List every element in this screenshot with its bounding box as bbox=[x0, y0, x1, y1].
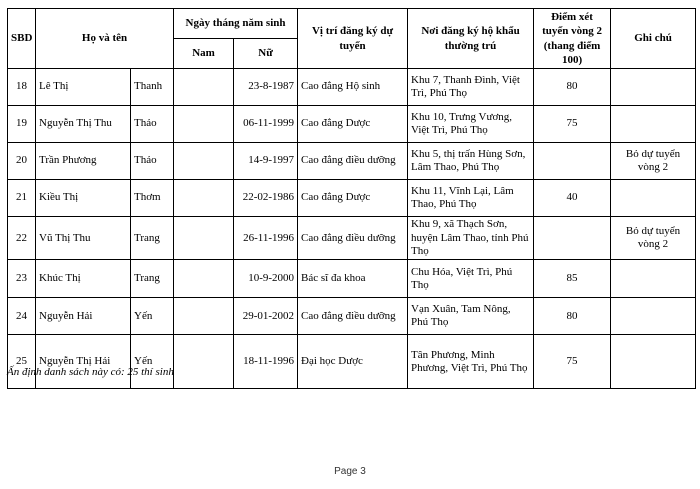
cell-given-name: Yến bbox=[131, 335, 174, 389]
cell-position: Cao đẳng Dược bbox=[298, 180, 408, 217]
list-summary-text: Ấn định danh sách này có: 25 thí sinh bbox=[7, 366, 174, 378]
cell-surname: Kiều Thị bbox=[36, 180, 131, 217]
cell-note bbox=[611, 298, 696, 335]
header-score: Điểm xét tuyển vòng 2 (thang điểm 100) bbox=[534, 9, 611, 69]
cell-surname: Khúc Thị bbox=[36, 260, 131, 298]
cell-sbd: 25 bbox=[8, 335, 36, 389]
cell-given-name: Yến bbox=[131, 298, 174, 335]
cell-sbd: 23 bbox=[8, 260, 36, 298]
cell-score: 80 bbox=[534, 298, 611, 335]
table-row bbox=[8, 106, 696, 143]
cell-note bbox=[611, 106, 696, 143]
header-date-of-birth: Ngày tháng năm sinh bbox=[174, 9, 298, 39]
cell-surname: Vũ Thị Thu bbox=[36, 217, 131, 260]
cell-score: 75 bbox=[534, 335, 611, 389]
cell-residence: Khu 10, Trưng Vương, Việt Trì, Phú Thọ bbox=[408, 106, 534, 143]
header-residence: Nơi đăng ký hộ khẩu thường trú bbox=[408, 9, 534, 69]
table-row bbox=[8, 298, 696, 335]
cell-score bbox=[534, 217, 611, 260]
cell-surname: Nguyễn Thị Hải bbox=[36, 335, 131, 389]
cell-residence: Vạn Xuân, Tam Nông, Phú Thọ bbox=[408, 298, 534, 335]
cell-position: Đại học Dược bbox=[298, 335, 408, 389]
cell-dob-male bbox=[174, 180, 234, 217]
cell-note: Bỏ dự tuyển vòng 2 bbox=[611, 217, 696, 260]
cell-dob-female: 14-9-1997 bbox=[234, 143, 298, 180]
candidate-table bbox=[7, 8, 696, 389]
cell-dob-male bbox=[174, 217, 234, 260]
header-dob-male: Nam bbox=[174, 39, 234, 69]
cell-score: 85 bbox=[534, 260, 611, 298]
cell-given-name: Thanh bbox=[131, 69, 174, 106]
page-number-label: Page 3 bbox=[334, 466, 366, 477]
cell-position: Cao đẳng Dược bbox=[298, 106, 408, 143]
cell-sbd: 22 bbox=[8, 217, 36, 260]
cell-position: Cao đẳng điều dưỡng bbox=[298, 217, 408, 260]
cell-position: Cao đẳng điều dưỡng bbox=[298, 143, 408, 180]
cell-dob-female: 06-11-1999 bbox=[234, 106, 298, 143]
cell-score: 75 bbox=[534, 106, 611, 143]
cell-given-name: Thơm bbox=[131, 180, 174, 217]
table-row bbox=[8, 143, 696, 180]
cell-score: 40 bbox=[534, 180, 611, 217]
table-row bbox=[8, 180, 696, 217]
cell-sbd: 21 bbox=[8, 180, 36, 217]
cell-dob-male bbox=[174, 143, 234, 180]
cell-score: 80 bbox=[534, 69, 611, 106]
cell-dob-female: 26-11-1996 bbox=[234, 217, 298, 260]
cell-residence: Tân Phương, Minh Phương, Việt Trì, Phú Thọ bbox=[408, 335, 534, 389]
cell-sbd: 20 bbox=[8, 143, 36, 180]
cell-dob-female: 29-01-2002 bbox=[234, 298, 298, 335]
cell-residence: Chu Hóa, Việt Trì, Phú Thọ bbox=[408, 260, 534, 298]
cell-sbd: 18 bbox=[8, 69, 36, 106]
header-position: Vị trí đăng ký dự tuyển bbox=[298, 9, 408, 69]
cell-sbd: 24 bbox=[8, 298, 36, 335]
cell-position: Cao đẳng Hộ sinh bbox=[298, 69, 408, 106]
cell-given-name: Thảo bbox=[131, 106, 174, 143]
cell-dob-male bbox=[174, 69, 234, 106]
cell-given-name: Trang bbox=[131, 217, 174, 260]
cell-surname: Trần Phương bbox=[36, 143, 131, 180]
cell-dob-male bbox=[174, 298, 234, 335]
cell-surname: Nguyễn Thị Thu bbox=[36, 106, 131, 143]
cell-dob-female: 10-9-2000 bbox=[234, 260, 298, 298]
cell-given-name: Trang bbox=[131, 260, 174, 298]
cell-dob-female: 23-8-1987 bbox=[234, 69, 298, 106]
table-row bbox=[8, 69, 696, 106]
cell-score bbox=[534, 143, 611, 180]
table-row bbox=[8, 217, 696, 260]
cell-sbd: 19 bbox=[8, 106, 36, 143]
table-row bbox=[8, 260, 696, 298]
header-dob-female: Nữ bbox=[234, 39, 298, 69]
header-full-name: Họ và tên bbox=[36, 9, 174, 69]
cell-dob-female: 22-02-1986 bbox=[234, 180, 298, 217]
header-note: Ghi chú bbox=[611, 9, 696, 69]
cell-note: Bỏ dự tuyển vòng 2 bbox=[611, 143, 696, 180]
cell-residence: Khu 7, Thanh Đình, Việt Trì, Phú Thọ bbox=[408, 69, 534, 106]
cell-residence: Khu 11, Vĩnh Lại, Lâm Thao, Phú Thọ bbox=[408, 180, 534, 217]
cell-surname: Nguyễn Hải bbox=[36, 298, 131, 335]
cell-surname: Lê Thị bbox=[36, 69, 131, 106]
cell-given-name: Thảo bbox=[131, 143, 174, 180]
cell-note bbox=[611, 335, 696, 389]
cell-dob-male bbox=[174, 335, 234, 389]
cell-residence: Khu 9, xã Thạch Sơn, huyện Lâm Thao, tỉnh Phú Thọ bbox=[408, 217, 534, 260]
cell-position: Cao đẳng điều dưỡng bbox=[298, 298, 408, 335]
cell-note bbox=[611, 180, 696, 217]
cell-position: Bác sĩ đa khoa bbox=[298, 260, 408, 298]
cell-dob-male bbox=[174, 106, 234, 143]
cell-dob-female: 18-11-1996 bbox=[234, 335, 298, 389]
cell-note bbox=[611, 260, 696, 298]
cell-residence: Khu 5, thị trấn Hùng Sơn, Lâm Thao, Phú Thọ bbox=[408, 143, 534, 180]
header-sbd: SBD bbox=[8, 9, 36, 69]
table-row bbox=[8, 335, 696, 389]
cell-dob-male bbox=[174, 260, 234, 298]
cell-note bbox=[611, 69, 696, 106]
